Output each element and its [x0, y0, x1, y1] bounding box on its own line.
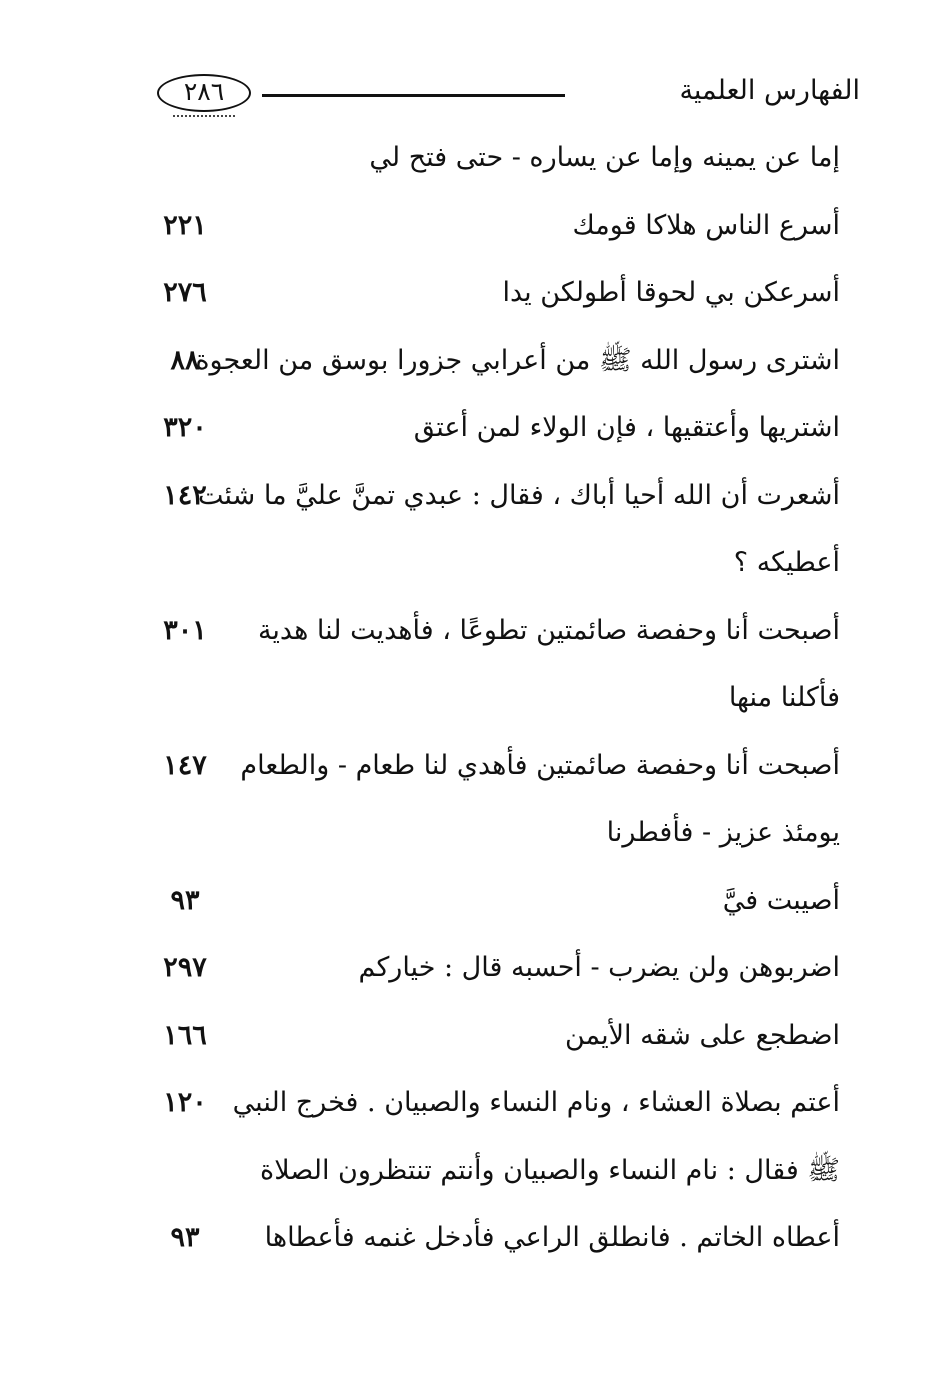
entry-text: أصبحت أنا وحفصة صائمتين تطوعًا ، فأهديت لنا هدية [257, 614, 840, 646]
index-entry [150, 944, 840, 1012]
index-entries [150, 134, 840, 1282]
entry-page-number: ١٤٢ [163, 479, 207, 511]
index-entry [150, 1079, 840, 1147]
index-entry-continuation [150, 539, 840, 607]
entry-text: فأكلنا منها [728, 682, 840, 713]
index-entry [150, 1214, 840, 1282]
entry-page-number: ٩٣ [170, 884, 200, 916]
entry-text: أسرع الناس هلاكا قومك [572, 209, 840, 241]
index-entry [150, 742, 840, 810]
entry-text: أعطاه الخاتم . فانطلق الراعي فأدخل غنمه فأعطاها [264, 1222, 840, 1253]
index-entry [150, 1012, 840, 1080]
entry-text: إما عن يمينه وإما عن يساره - حتى فتح لي [369, 142, 840, 173]
page-header [90, 70, 860, 120]
entry-page-number: ٩٣ [170, 1222, 200, 1253]
index-entry [150, 877, 840, 945]
entry-page-number: ١٦٦ [163, 1019, 207, 1051]
entry-text: اضربوهن ولن يضرب - أحسبه قال : خياركم [358, 952, 840, 983]
index-entry [150, 269, 840, 337]
header-rule [262, 94, 565, 97]
entry-text: اضطجع على شقه الأيمن [564, 1019, 840, 1051]
entry-text: أصيبت فيَّ [722, 884, 840, 916]
entry-page-number: ٣٢٠ [163, 412, 207, 443]
entry-page-number: ١٤٧ [163, 749, 207, 781]
index-entry [150, 607, 840, 675]
entry-text: أشعرت أن الله أحيا أباك ، فقال : عبدي تمنَّ عليَّ ما شئت [198, 479, 840, 511]
entry-page-number: ٨٨ [170, 344, 200, 376]
page-number-badge: ٢٨٦ [157, 74, 251, 112]
index-entry-continuation [150, 674, 840, 742]
entry-page-number: ١٢٠ [163, 1087, 207, 1118]
index-entry-continuation [150, 1147, 840, 1215]
entry-text: ﷺ فقال : نام النساء والصبيان وأنتم تنتظرون الصلاة [260, 1154, 840, 1186]
entry-page-number: ٢٧٦ [163, 277, 207, 308]
index-entry [150, 134, 840, 202]
entry-text: أعطيكه ؟ [733, 547, 840, 578]
entry-text: أسرعكن بي لحوقا أطولكن يدا [502, 277, 840, 308]
index-entry-continuation [150, 809, 840, 877]
index-entry [150, 202, 840, 270]
entry-text: اشترى رسول الله ﷺ من أعرابي جزورا بوسق من العجوة [195, 344, 840, 376]
entry-page-number: ٢٢١ [163, 209, 207, 241]
entry-text: يومئذ عزيز - فأفطرنا [606, 817, 840, 848]
entry-text: أعتم بصلاة العشاء ، ونام النساء والصبيان . فخرج النبي [232, 1087, 840, 1118]
running-title: الفهارس العلمية [679, 75, 860, 106]
entry-text: أصبحت أنا وحفصة صائمتين فأهدي لنا طعام - والطعام [240, 749, 840, 781]
entry-text: اشتريها وأعتقيها ، فإن الولاء لمن أعتق [413, 412, 840, 443]
index-entry [150, 337, 840, 405]
index-entry [150, 472, 840, 540]
entry-page-number: ٢٩٧ [163, 952, 207, 983]
entry-page-number: ٣٠١ [163, 614, 207, 646]
index-entry [150, 404, 840, 472]
